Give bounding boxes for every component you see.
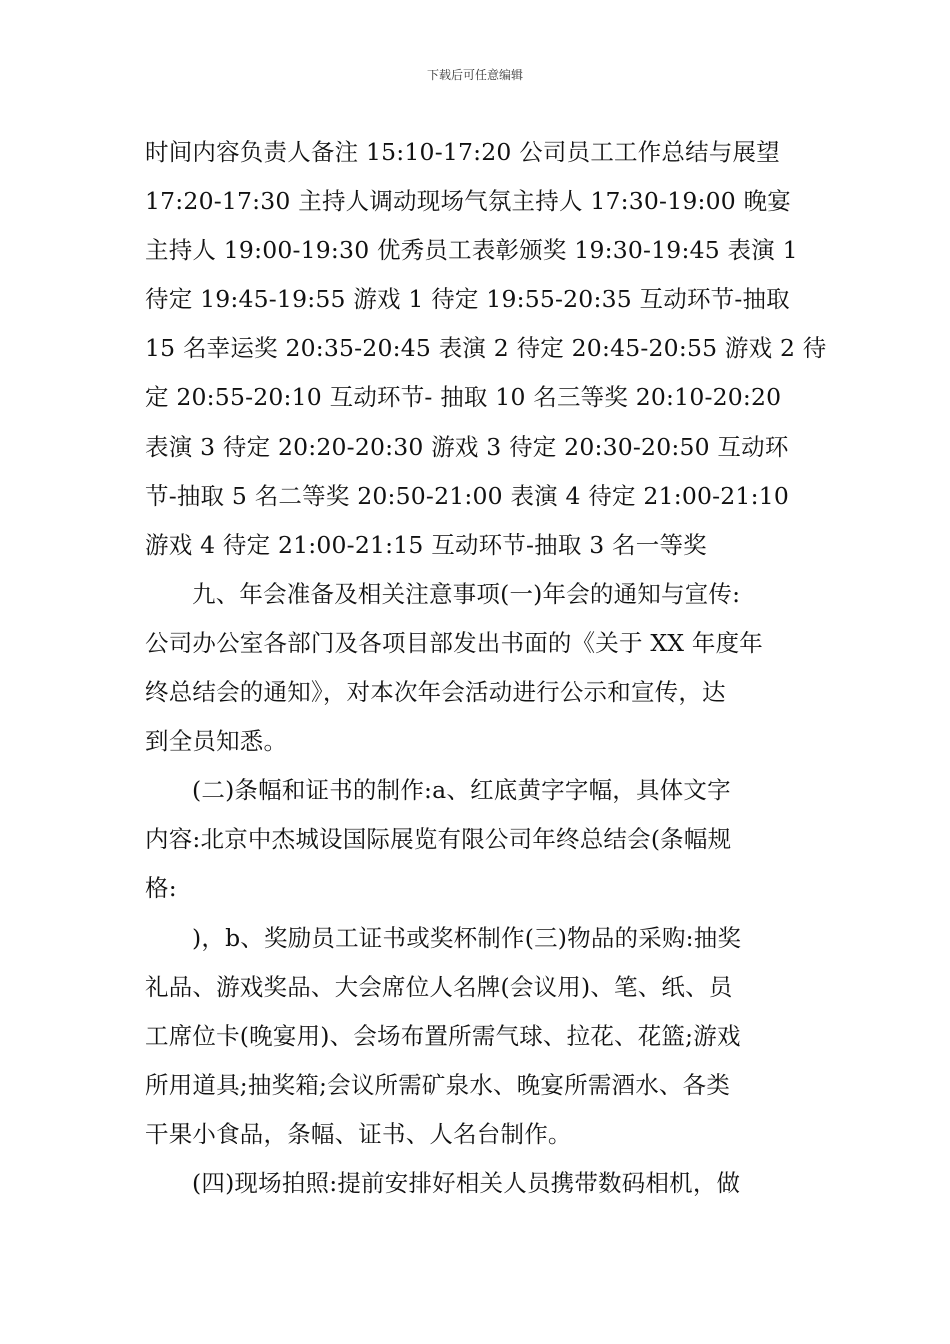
schedule-line: 时间内容负责人备注 15:10-17:20 公司员工工作总结与展望 (145, 138, 780, 166)
section-nine-line: 九、年会准备及相关注意事项(一)年会的通知与宣传: (192, 579, 741, 608)
banner-certificate-line: 格: (145, 874, 177, 903)
schedule-line: 节-抽取 5 名二等奖 20:50-21:00 表演 4 待定 21:00-21:10 (145, 481, 790, 510)
procurement-line: )，b、奖励员工证书或奖杯制作(三)物品的采购:抽奖 (192, 923, 742, 952)
photography-line: (四)现场拍照:提前安排好相关人员携带数码相机，做 (192, 1168, 741, 1197)
schedule-line: 定 20:55-20:10 互动环节- 抽取 10 名三等奖 20:10-20:20 (145, 383, 782, 412)
schedule-line: 游戏 4 待定 21:00-21:15 互动环节-抽取 3 名一等奖 (145, 530, 707, 559)
schedule-line: 表演 3 待定 20:20-20:30 游戏 3 待定 20:30-20:50 互动环 (145, 432, 789, 461)
schedule-line: 15 名幸运奖 20:35-20:45 表演 2 待定 20:45-20:55 游戏 2 待 (145, 334, 827, 363)
banner-certificate-line: 内容:北京中杰城设国际展览有限公司年终总结会(条幅规 (145, 825, 732, 854)
page-header: 下载后可任意编辑 (426, 68, 523, 82)
schedule-line: 待定 19:45-19:55 游戏 1 待定 19:55-20:35 互动环节-抽取 (145, 285, 790, 314)
section-nine-line: 终总结会的通知》，对本次年会活动进行公示和宣传，达 (145, 678, 726, 707)
schedule-line: 17:20-17:30 主持人调动现场气氛主持人 17:30-19:00 晚宴 (145, 187, 791, 216)
body-text (145, 128, 827, 1208)
schedule-line: 主持人 19:00-19:30 优秀员工表彰颁奖 19:30-19:45 表演 1 (145, 236, 798, 265)
section-nine-line: 公司办公室各部门及各项目部发出书面的《关于 XX 年度年 (145, 628, 763, 657)
procurement-line: 工席位卡(晚宴用)、会场布置所需气球、拉花、花篮;游戏 (145, 1021, 741, 1050)
procurement-line: 干果小食品，条幅、证书、人名台制作。 (145, 1119, 572, 1148)
banner-certificate-line: (二)条幅和证书的制作:a、红底黄字字幅，具体文字 (192, 776, 731, 805)
procurement-line: 所用道具;抽奖箱;会议所需矿泉水、晚宴所需酒水、各类 (145, 1070, 731, 1099)
procurement-line: 礼品、游戏奖品、大会席位人名牌(会议用)、笔、纸、员 (145, 972, 733, 1001)
section-nine-line: 到全员知悉。 (145, 727, 288, 756)
